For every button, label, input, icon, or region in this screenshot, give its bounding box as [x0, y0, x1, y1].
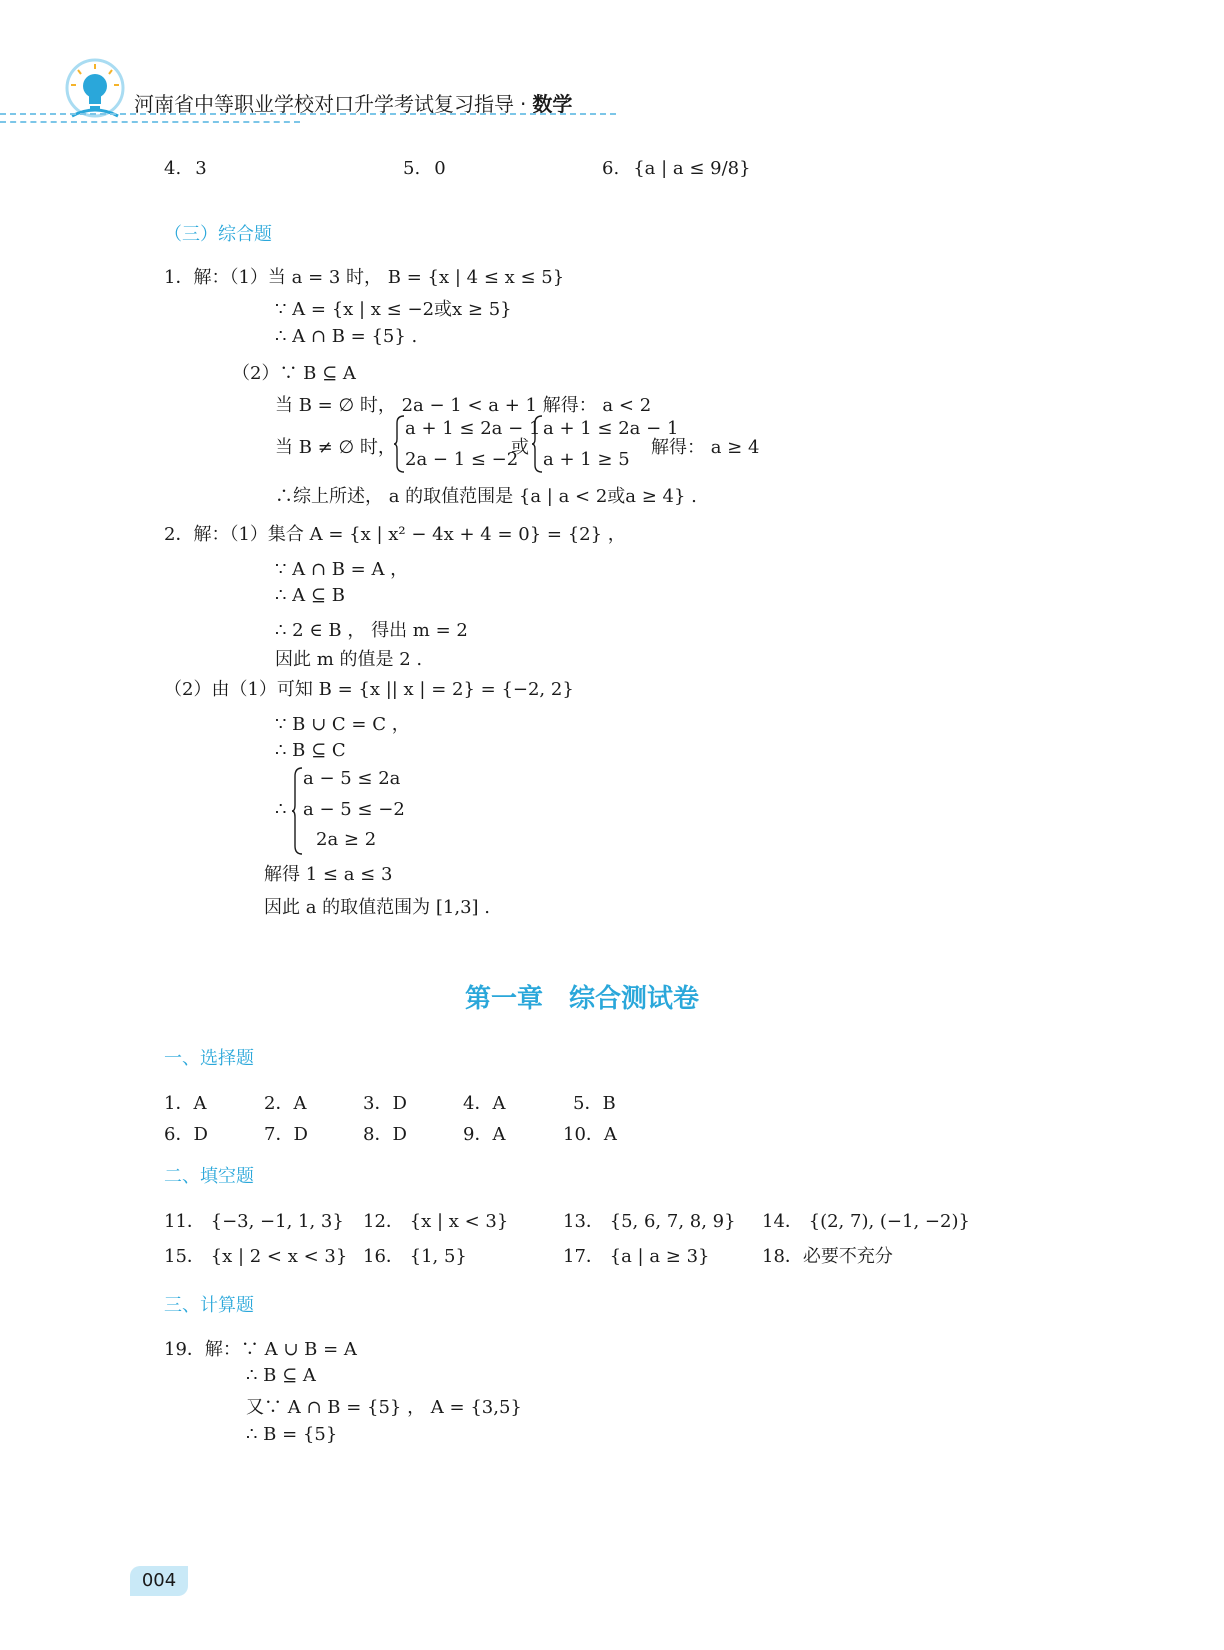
p2-system-row1: a − 5 ≤ 2a: [303, 768, 401, 789]
calc-line-2: ∴ B ⊆ A: [246, 1365, 316, 1386]
p2-line-3: ∴ A ⊆ B: [275, 585, 345, 606]
book-title: 河南省中等职业学校对口升学考试复习指导: [134, 92, 514, 116]
answer-6: 6. {a | a ≤ 9/8}: [602, 158, 751, 179]
mc-answer: 7．D: [264, 1124, 308, 1145]
mc-heading: 一、选择题: [164, 1048, 254, 1069]
p1-system1-row2: 2a − 1 ≤ −2: [405, 449, 519, 470]
fill-answer: 11． {−3, −1, 1, 3}: [164, 1211, 344, 1232]
header-subject: 数学: [532, 92, 573, 116]
fill-answer: 18．必要不充分: [762, 1246, 893, 1267]
p1-line-5: 当 B = ∅ 时， 2a − 1 < a + 1 解得： a < 2: [275, 395, 652, 416]
fill-answer: 14． {(2, 7), (−1, −2)}: [762, 1211, 970, 1232]
mc-answer: 1．A: [164, 1093, 207, 1114]
left-brace-icon: [393, 415, 405, 473]
mc-answer: 6．D: [164, 1124, 208, 1145]
p1-line-7: ∴综上所述， a 的取值范围是 {a | a < 2或a ≥ 4} .: [275, 486, 697, 507]
mc-answer: 2．A: [264, 1093, 307, 1114]
p1-line-1: 1．解：（1）当 a = 3 时， B = {x | 4 ≤ x ≤ 5}: [164, 267, 565, 288]
mc-answer: 9．A: [463, 1124, 506, 1145]
p1-line-6-prefix: 当 B ≠ ∅ 时，: [275, 437, 396, 458]
p1-line-6-result: 解得： a ≥ 4: [651, 437, 760, 458]
p2-line-2: ∵ A ∩ B = A ，: [275, 559, 409, 580]
p2-line-4: ∴ 2 ∈ B ， 得出 m = 2: [275, 620, 468, 641]
header-separator: ·: [520, 92, 527, 116]
p2-system-prefix: ∴: [275, 799, 287, 820]
p2-line-10: 因此 a 的取值范围为 [1,3] .: [264, 897, 491, 918]
fill-answer: 15． {x | 2 < x < 3}: [164, 1246, 348, 1267]
left-brace-icon: [531, 415, 543, 473]
p2-line-8: ∴ B ⊆ C: [275, 740, 346, 761]
header-divider-short: [0, 121, 300, 123]
fill-answer: 17． {a | a ≥ 3}: [563, 1246, 710, 1267]
p1-or: 或: [511, 437, 529, 458]
calc-heading: 三、计算题: [164, 1295, 254, 1316]
mc-answer: 3．D: [363, 1093, 407, 1114]
section-comprehensive-heading: （三）综合题: [164, 224, 272, 245]
mc-answer: 4．A: [463, 1093, 506, 1114]
chapter-title: 第一章 综合测试卷: [464, 984, 699, 1014]
fill-answer: 12． {x | x < 3}: [363, 1211, 509, 1232]
page-number: 004: [130, 1566, 188, 1596]
answer-4: 4. 3: [164, 158, 207, 179]
p2-line-6: （2）由（1）可知 B = {x || x | = 2} = {−2, 2}: [164, 679, 574, 700]
mc-answer: 5．B: [573, 1093, 616, 1114]
p1-system2-row2: a + 1 ≥ 5: [543, 449, 630, 470]
p1-line-2: ∵ A = {x | x ≤ −2或x ≥ 5}: [275, 299, 512, 320]
fill-heading: 二、填空题: [164, 1166, 254, 1187]
answer-5: 5. 0: [403, 158, 446, 179]
p2-line-7: ∵ B ∪ C = C ，: [275, 714, 410, 735]
mc-answer: 10．A: [563, 1124, 617, 1145]
header-divider: [0, 113, 616, 115]
p1-line-4: （2）∵ B ⊆ A: [232, 363, 356, 384]
p2-system-row3: 2a ≥ 2: [316, 829, 377, 850]
fill-answer: 13． {5, 6, 7, 8, 9}: [563, 1211, 736, 1232]
p1-system2-row1: a + 1 ≤ 2a − 1: [543, 418, 679, 439]
p2-line-1: 2．解：（1）集合 A = {x | x² − 4x + 4 = 0} = {2} ，: [164, 524, 626, 545]
p1-line-3: ∴ A ∩ B = {5} .: [275, 326, 418, 347]
mc-answer: 8．D: [363, 1124, 407, 1145]
fill-answer: 16． {1, 5}: [363, 1246, 467, 1267]
p1-system1-row1: a + 1 ≤ 2a − 1: [405, 418, 541, 439]
calc-line-4: ∴ B = {5}: [246, 1424, 338, 1445]
p2-line-9: 解得 1 ≤ a ≤ 3: [264, 864, 393, 885]
p2-line-5: 因此 m 的值是 2 .: [275, 649, 423, 670]
left-brace-icon: [291, 767, 303, 855]
calc-line-1: 19．解：∵ A ∪ B = A: [164, 1339, 357, 1360]
calc-line-3: 又∵ A ∩ B = {5} ， A = {3,5}: [246, 1397, 522, 1418]
p2-system-row2: a − 5 ≤ −2: [303, 799, 405, 820]
